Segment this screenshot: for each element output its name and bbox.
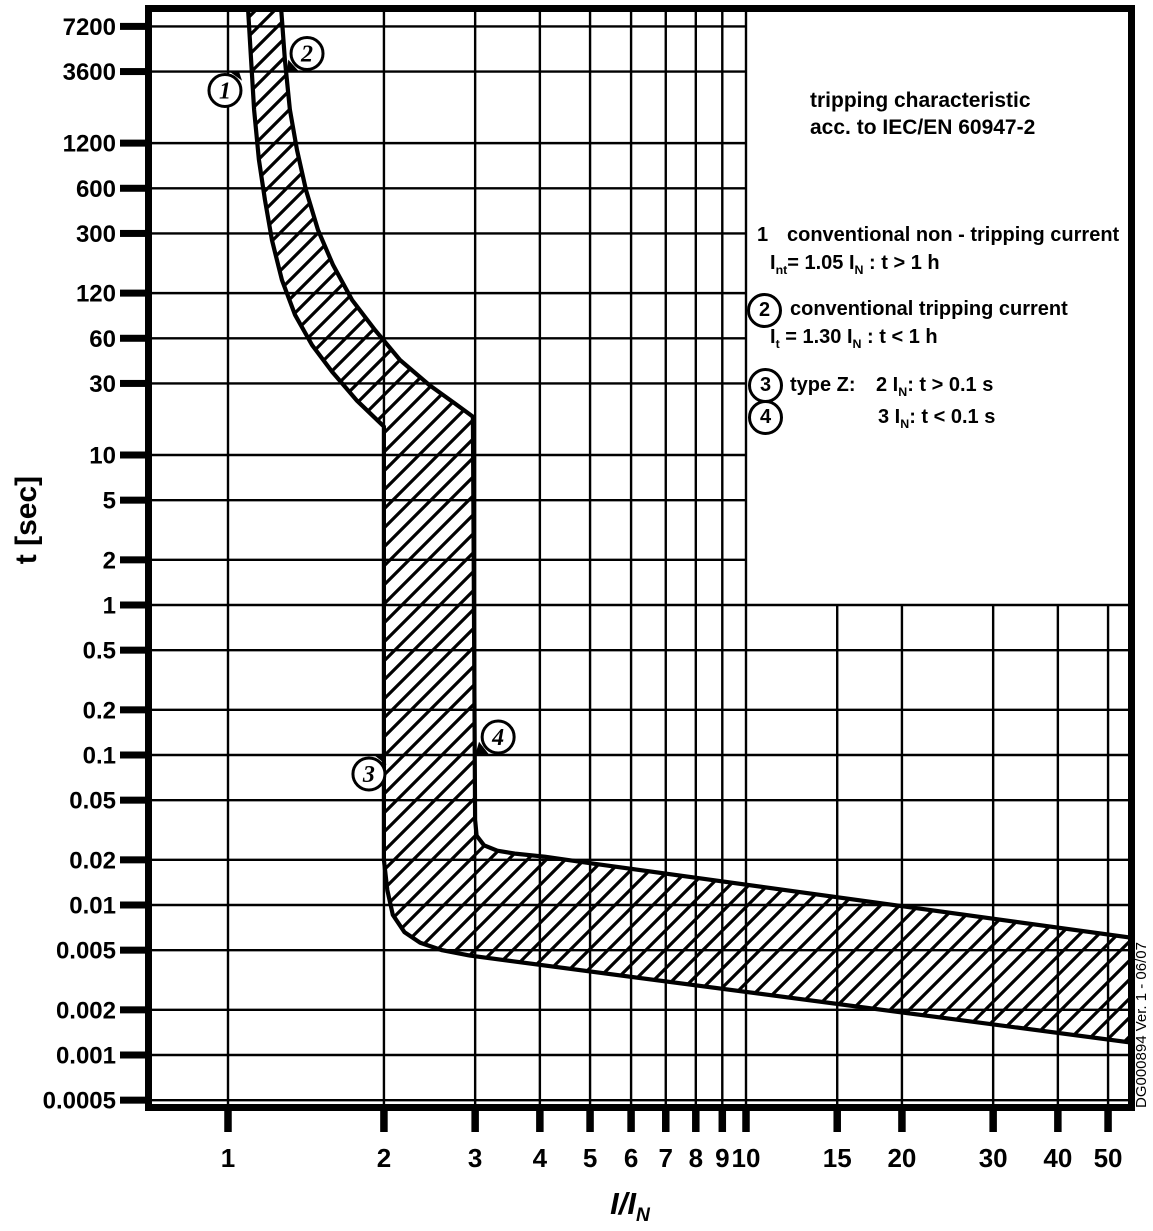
y-tick-label: 0.05 (69, 787, 116, 815)
document-number-watermark: DG000894 Ver. 1 - 06/07 (1133, 942, 1150, 1108)
y-tick (120, 706, 148, 713)
x-tick (627, 1108, 635, 1132)
legend-marker-3-number: 3 (759, 374, 772, 396)
y-tick (120, 602, 148, 609)
curve-marker-2 (287, 38, 323, 72)
y-tick (120, 1006, 148, 1013)
x-tick-label: 5 (582, 1143, 598, 1173)
y-tick (120, 230, 148, 237)
y-tick (120, 23, 148, 30)
x-tick (989, 1108, 997, 1132)
legend-marker-2-number: 2 (758, 299, 771, 321)
y-tick (120, 380, 148, 387)
legend-item-2-text: conventional tripping current (790, 298, 1068, 320)
y-tick (120, 497, 148, 504)
legend-item-1-formula: $I_{nt}= 1.05$ $I_N$ : t > 1 h (770, 252, 940, 277)
x-tick-label: 4 (532, 1143, 548, 1173)
x-tick-label: 7 (658, 1143, 673, 1173)
x-tick-label: 30 (978, 1143, 1008, 1173)
y-tick-label: 7200 (62, 13, 116, 41)
x-tick (742, 1108, 750, 1132)
y-tick-label: 0.001 (55, 1042, 116, 1070)
y-tick (120, 1052, 148, 1059)
legend-marker-3 (748, 368, 783, 403)
x-tick (692, 1108, 700, 1132)
x-tick-label: 50 (1093, 1143, 1123, 1173)
y-tick-label: 0.01 (69, 892, 116, 920)
x-tick-label: 3 (467, 1143, 483, 1173)
y-tick (120, 752, 148, 759)
legend-item-3-prefix: type Z: (790, 374, 856, 396)
legend-item-3-formula: 2 $I_N$: t > 0.1 s (876, 374, 994, 399)
y-tick-label: 60 (89, 325, 116, 353)
curve-marker-1 (209, 71, 242, 106)
legend-marker-4 (748, 400, 783, 435)
x-tick-label: 10 (731, 1143, 761, 1173)
y-tick-label: 0.02 (69, 847, 116, 875)
y-tick-label: 0.2 (82, 697, 116, 725)
x-tick-label: 9 (715, 1143, 730, 1173)
y-tick (120, 1097, 148, 1104)
chart-title-line1: tripping characteristic (810, 89, 1031, 112)
y-tick-label: 300 (75, 220, 116, 248)
x-tick (224, 1108, 232, 1132)
y-tick (120, 185, 148, 192)
chart-title-block (810, 87, 1035, 141)
legend-marker-1: 1 (757, 224, 769, 246)
y-tick-label: 10 (89, 442, 116, 470)
y-tick-label: 600 (75, 175, 116, 203)
x-tick-label: 2 (376, 1143, 392, 1173)
y-axis-title: t [sec] (10, 475, 43, 565)
x-tick-label: 20 (887, 1143, 917, 1173)
x-tick-label: 6 (623, 1143, 639, 1173)
x-tick (536, 1108, 544, 1132)
y-tick-label: 120 (75, 280, 116, 308)
marker-number: 3 (362, 762, 375, 788)
y-tick (120, 452, 148, 459)
marker-number: 4 (492, 725, 505, 751)
y-tick (120, 797, 148, 804)
x-tick (833, 1108, 841, 1132)
y-tick-label: 0.005 (55, 937, 116, 965)
y-tick (120, 290, 148, 297)
x-tick (586, 1108, 594, 1132)
y-tick-label: 1200 (62, 130, 116, 158)
legend-marker-2 (747, 293, 782, 328)
y-tick-label: 3600 (62, 59, 116, 87)
curve-marker-3 (353, 755, 386, 790)
y-tick (120, 902, 148, 909)
y-tick (120, 556, 148, 563)
marker-number: 2 (301, 41, 314, 68)
y-tick-label: 0.5 (82, 637, 116, 665)
y-tick (120, 647, 148, 654)
x-axis-title: $I/I_N$ (610, 1186, 650, 1227)
curve-marker-4 (475, 721, 514, 755)
x-tick-label: 8 (688, 1143, 704, 1173)
x-tick-label: 15 (822, 1143, 852, 1173)
y-tick (120, 335, 148, 342)
x-tick (1054, 1108, 1062, 1132)
x-tick (662, 1108, 670, 1132)
tripping-band (248, 8, 1135, 1043)
y-tick (120, 947, 148, 954)
y-tick-label: 0.002 (55, 997, 116, 1025)
x-tick (471, 1108, 479, 1132)
x-tick (719, 1108, 727, 1132)
x-tick-label: 40 (1043, 1143, 1073, 1173)
y-tick-label: 0.1 (82, 742, 116, 770)
chart-title-line2: acc. to IEC/EN 60947-2 (810, 116, 1036, 139)
x-tick (898, 1108, 906, 1132)
legend-item-1-text: conventional non - tripping current (787, 224, 1120, 246)
y-tick (120, 140, 148, 147)
y-tick-label: 1 (102, 592, 116, 620)
y-tick-label: 5 (102, 487, 116, 515)
x-tick (1104, 1108, 1112, 1132)
y-tick-label: 2 (102, 547, 116, 575)
x-tick-label: 1 (220, 1143, 236, 1173)
legend-item-4-formula: 3 $I_N$: t < 0.1 s (878, 406, 996, 431)
y-tick-label: 30 (89, 370, 116, 398)
y-tick (120, 856, 148, 863)
legend-marker-4-number: 4 (759, 406, 772, 428)
y-tick (120, 68, 148, 75)
marker-number: 1 (218, 78, 231, 105)
y-tick-label: 0.0005 (42, 1087, 116, 1115)
x-tick (380, 1108, 388, 1132)
legend-item-2-formula: $I_t = 1.30$ $I_N$ : t < 1 h (770, 326, 938, 351)
